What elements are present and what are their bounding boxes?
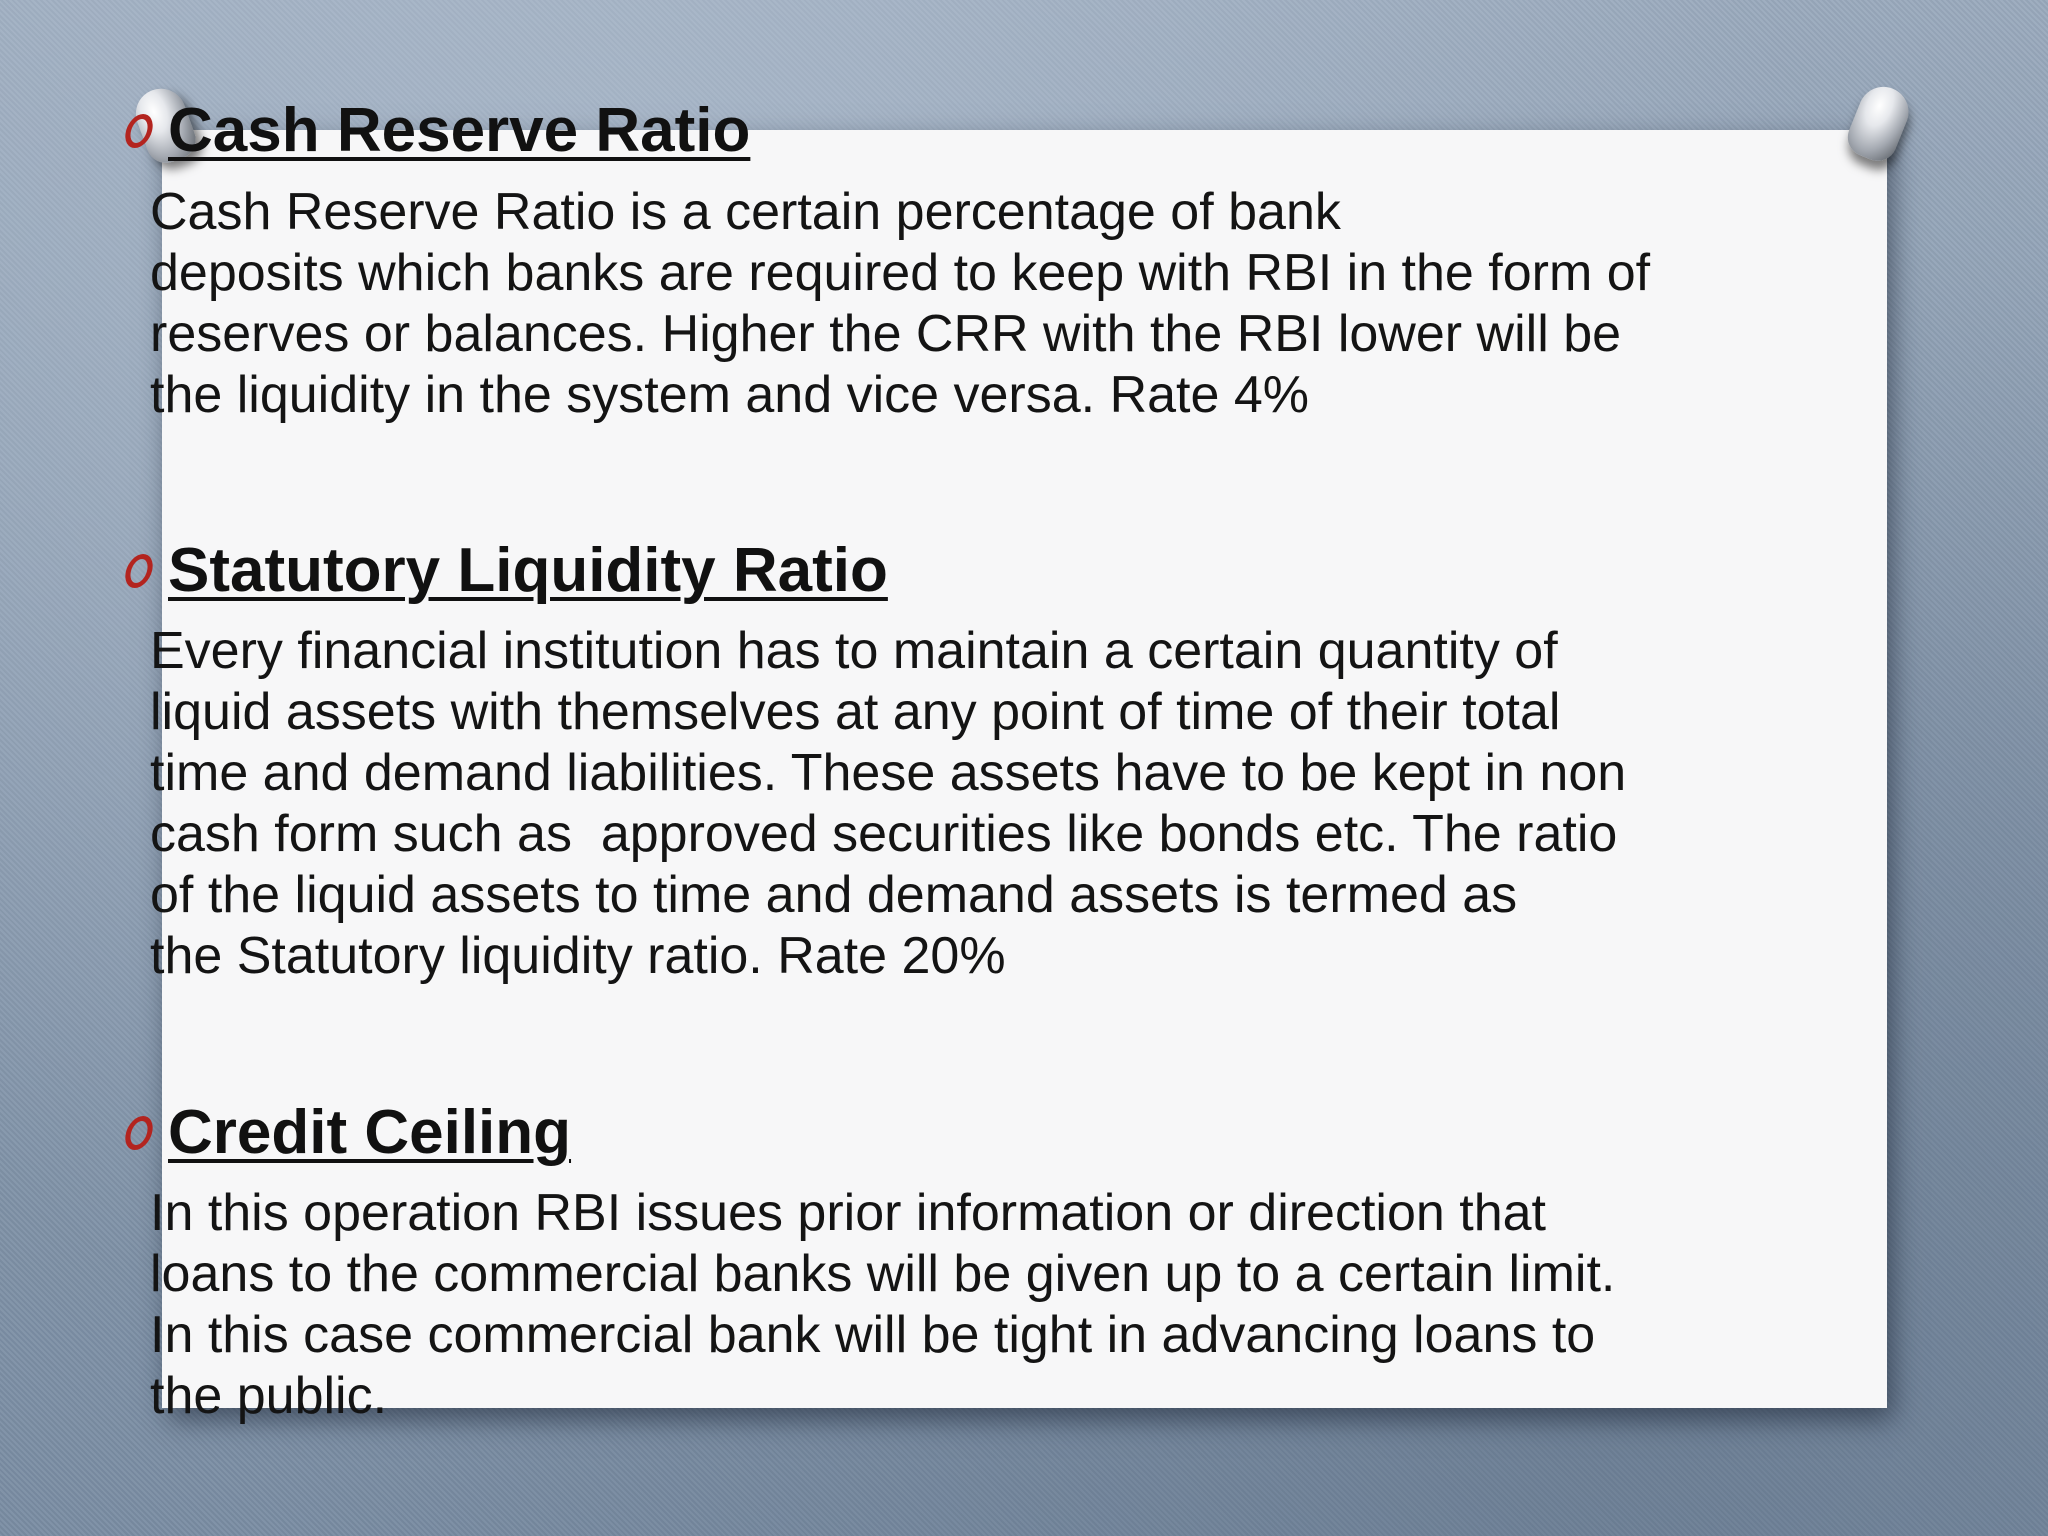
section-heading: Statutory Liquidity Ratio <box>168 536 888 605</box>
body-line: In this operation RBI issues prior information or direction that <box>150 1184 1547 1242</box>
section-heading-row <box>126 1096 571 1170</box>
body-line: In this case commercial bank will be tight in advancing loans to <box>150 1306 1596 1364</box>
body-line: liquid assets with themselves at any point of time of their total <box>150 683 1561 741</box>
circle-bullet-icon <box>122 554 156 588</box>
section-heading: Cash Reserve Ratio <box>168 96 751 165</box>
body-line: the liquidity in the system and vice versa. Rate 4% <box>150 366 1310 424</box>
body-line: the public. <box>150 1367 388 1425</box>
body-line: deposits which banks are required to keep with RBI in the form of <box>150 244 1651 302</box>
section-heading: Credit Ceiling <box>168 1098 572 1167</box>
body-line: cash form such as approved securities like bonds etc. The ratio <box>150 805 1618 863</box>
section-body <box>150 621 1626 987</box>
body-line: of the liquid assets to time and demand assets is termed as <box>150 866 1518 924</box>
section-heading-row <box>126 94 750 168</box>
body-line: reserves or balances. Higher the CRR with the RBI lower will be <box>150 305 1622 363</box>
circle-bullet-icon <box>122 114 156 148</box>
body-line: Cash Reserve Ratio is a certain percentage of bank <box>150 183 1341 241</box>
body-line: loans to the commercial banks will be given up to a certain limit. <box>150 1245 1616 1303</box>
section-heading-row <box>126 534 888 608</box>
section-body <box>150 182 1650 426</box>
circle-bullet-icon <box>122 1116 156 1150</box>
section-body <box>150 1183 1615 1427</box>
body-line: time and demand liabilities. These assets have to be kept in non <box>150 744 1627 802</box>
body-line: Every financial institution has to maintain a certain quantity of <box>150 622 1558 680</box>
body-line: the Statutory liquidity ratio. Rate 20% <box>150 927 1006 985</box>
